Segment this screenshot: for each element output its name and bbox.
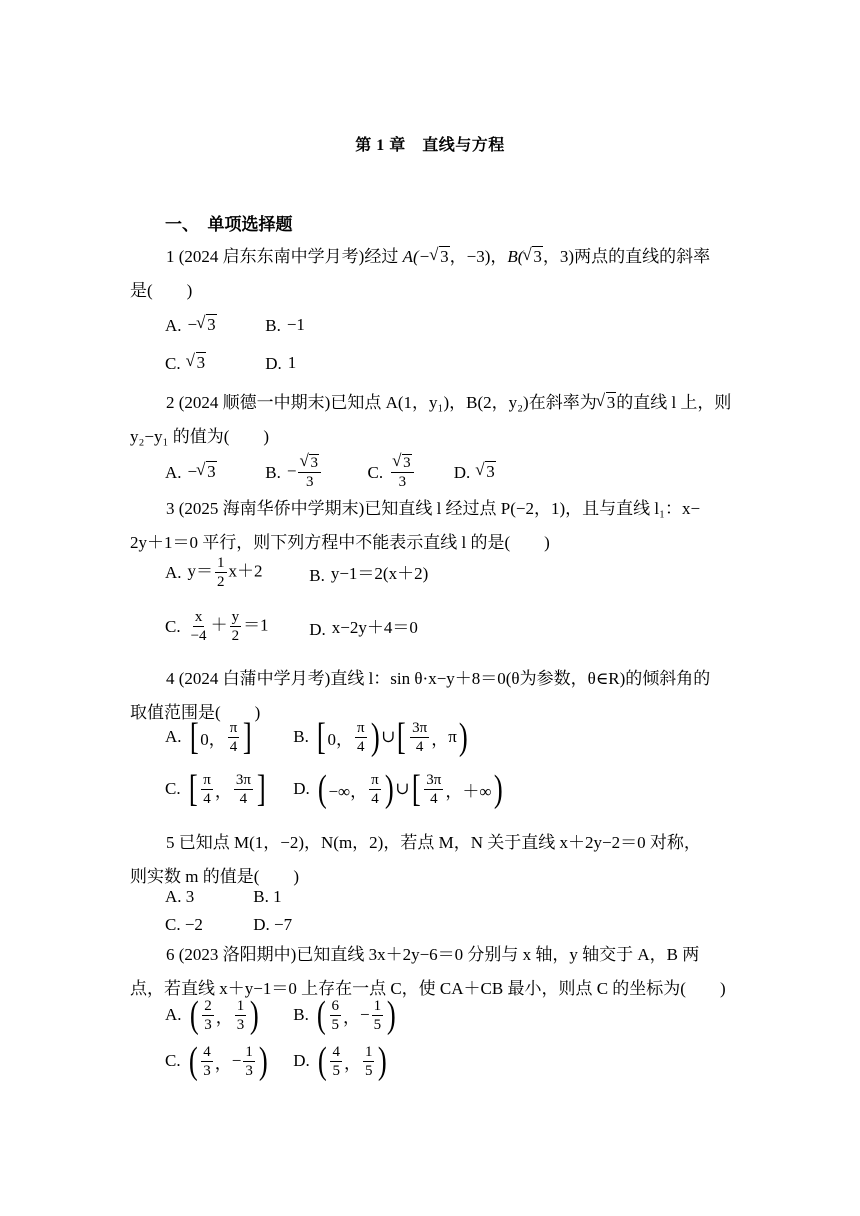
question-1 — [130, 240, 730, 308]
option-d[interactable]: D. −7 — [253, 915, 293, 935]
q1-text: 1 (2024 启东东南中学月考)经过 — [166, 247, 403, 266]
option-c[interactable]: C.√ 3 — [165, 353, 261, 374]
chapter-title: 第 1 章 直线与方程 — [355, 137, 505, 154]
question-1-stem-line2: 是( ) — [130, 281, 193, 300]
option-a[interactable]: A. y＝ $\frac{1}{2}$ x＋2 — [165, 555, 263, 590]
option-d[interactable]: D. 1 — [265, 352, 297, 373]
question-5-stem-line2: 则实数 m 的值是( ) — [130, 867, 300, 886]
option-c[interactable]: C. −2 — [165, 915, 203, 935]
option-a[interactable]: A. −√ 3 — [165, 315, 261, 336]
question-5-stem-line1: 5 已知点 M(1，−2)，N(m，2)，若点 M，N 关于直线 x＋2y−2＝0 对称， — [166, 833, 701, 852]
question-1-options-row2 — [165, 352, 296, 374]
question-4-options-row2 — [165, 770, 504, 808]
question-2-stem-line1: 2 (2024 顺德一中期末)已知点 A(1，y₁)，B(2，y₂)在斜率为√ 3的直线 l 上，则 — [130, 386, 730, 420]
question-6-options-row2 — [165, 1042, 389, 1080]
question-6-stem-line1: 6 (2023 洛阳期中)已知直线 3x＋2y−6＝0 分别与 x 轴，y 轴交于 A，B 两 — [166, 945, 700, 964]
question-6-stem-line2: 点，若直线 x＋y−1＝0 上存在一点 C，使 CA＋CB 最小，则点 C 的坐标为( ) — [130, 979, 726, 998]
option-b[interactable]: B. −1 — [265, 314, 305, 335]
question-1-stem-line1: 1 (2024 启东东南中学月考)经过 A(−√ 3，−3)，B(√ 3，3)两点的直线的斜率 — [130, 240, 730, 274]
question-5-options-row1 — [165, 886, 282, 907]
sqrt-symbol: √ 3 — [430, 240, 450, 274]
question-5-options-row2 — [165, 914, 292, 935]
sqrt-symbol: √ 3 — [523, 240, 543, 274]
option-c[interactable]: C. √ $\frac{3}{3}$ — [368, 454, 450, 491]
q1-point-a: A(− — [402, 247, 431, 266]
question-4-stem-line1: 4 (2024 白蒲中学月考)直线 l：sin θ·x−y＋8＝0(θ为参数，θ∈R)的倾斜角的 — [166, 669, 711, 688]
option-c[interactable]: C. [ $\frac{\pi}{4}$ ， $\frac{3\pi}{4}$ ] — [165, 768, 266, 810]
section-heading: 一、 单项选择题 — [165, 215, 293, 234]
q1-point-b: B( — [507, 247, 524, 266]
question-3-options-row2 — [165, 608, 418, 645]
option-d[interactable]: D. x−2y＋4＝0 — [309, 618, 418, 639]
option-c[interactable]: C. ( $\frac{4}{3}$ ， − $\frac{1}{3}$ ) — [165, 1040, 268, 1082]
question-6-options-row1 — [165, 996, 398, 1034]
option-d[interactable]: D. ( −∞， $\frac{\pi}{4}$ ) ∪ [ $\frac{3\pi}{4}$ ， ＋∞ ) — [293, 768, 503, 810]
sqrt-symbol: √ 3 — [597, 386, 617, 420]
question-2-stem-line2: y₂−y₁ 的值为( ) — [130, 427, 270, 446]
option-c[interactable]: C. $\frac{x}{-4}$ ＋ $\frac{y}{2}$ ＝1 — [165, 609, 269, 644]
option-b[interactable]: B. y−1＝2(x＋2) — [309, 564, 429, 585]
option-b[interactable]: B. [ 0， $\frac{\pi}{4}$ ) ∪ [ $\frac{3\pi}{4}$ ， π ) — [293, 716, 468, 758]
question-1-options-row1 — [165, 314, 305, 336]
option-b[interactable]: B. ( $\frac{6}{5}$ ， − $\frac{1}{5}$ ) — [293, 994, 396, 1036]
question-4-options-row1 — [165, 718, 469, 756]
question-2 — [130, 386, 730, 454]
option-a[interactable]: A. [ 0， $\frac{\pi}{4}$ ] — [165, 716, 253, 758]
option-a[interactable]: A. ( $\frac{2}{3}$ ， $\frac{1}{3}$ ) — [165, 994, 259, 1036]
question-3 — [130, 492, 730, 560]
option-b[interactable]: B. 1 — [253, 887, 282, 907]
option-d[interactable]: D.√ 3 — [454, 462, 496, 483]
question-4-stem-line2: 取值范围是( ) — [130, 703, 261, 722]
option-d[interactable]: D. ( $\frac{4}{5}$ ， $\frac{1}{5}$ ) — [293, 1040, 388, 1082]
question-3-stem-line2: 2y＋1＝0 平行，则下列方程中不能表示直线 l 的是( ) — [130, 533, 550, 552]
option-a[interactable]: A. 3 — [165, 887, 195, 907]
option-a[interactable]: A. −√ 3 — [165, 462, 261, 483]
question-3-options-row1 — [165, 554, 428, 591]
question-5 — [130, 826, 730, 894]
option-b[interactable]: B. − √ $\frac{3}{3}$ — [265, 454, 363, 491]
question-2-options — [165, 454, 496, 491]
question-3-stem-line1: 3 (2025 海南华侨中学期末)已知直线 l 经过点 P(−2，1)，且与直线 l₁：x− — [166, 499, 701, 518]
